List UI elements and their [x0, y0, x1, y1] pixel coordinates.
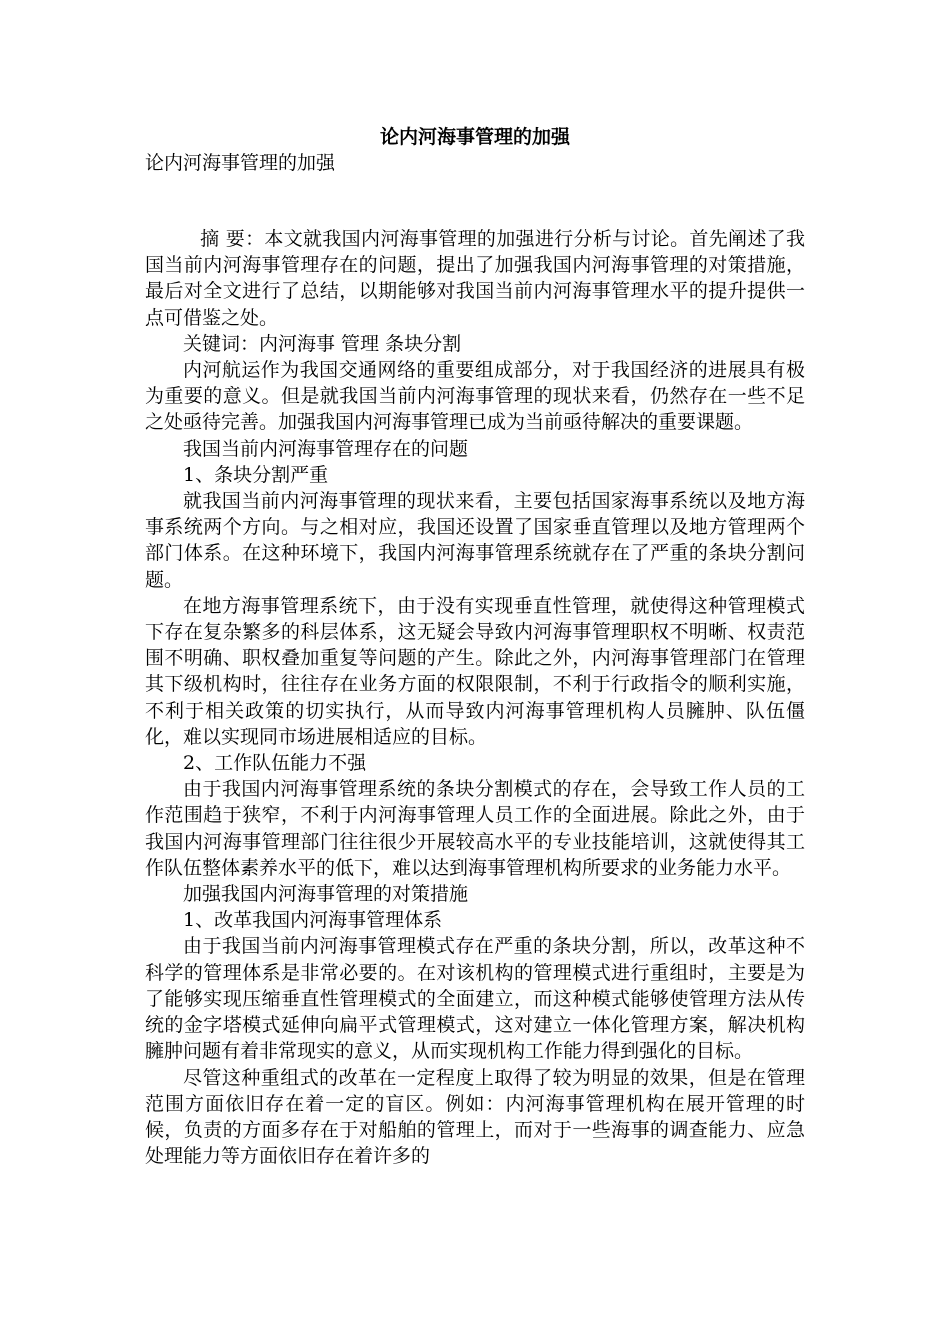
body-paragraph: 尽管这种重组式的改革在一定程度上取得了较为明显的效果，但是在管理范围方面依旧存在着一定的盲区。例如：内河海事管理机构在展开管理的时候，负责的方面多存在于对船舶的管理上，而对于一些海事的调查能力、应急处理能力等方面依旧存在着许多的 — [145, 1066, 805, 1168]
document-title: 论内河海事管理的加强 — [379, 126, 570, 148]
section-heading-measures: 加强我国内河海事管理的对策措施 — [183, 883, 469, 906]
keywords-line: 关键词：内河海事 管理 条块分割 — [183, 332, 462, 355]
intro-paragraph: 内河航运作为我国交通网络的重要组成部分，对于我国经济的进展具有极为重要的意义。但是就我国当前内河海事管理的现状来看，仍然存在一些不足之处亟待完善。加强我国内河海事管理已成为当前亟待解决的重要课题。 — [145, 359, 805, 434]
body-paragraph: 由于我国内河海事管理系统的条块分割模式的存在，会导致工作人员的工作范围趋于狭窄，不利于内河海事管理人员工作的全面进展。除此之外，由于我国内河海事管理部门往往很少开展较高水平的专业技能培训，这就使得其工作队伍整体素养水平的低下，难以达到海事管理机构所要求的业务能力水平。 — [145, 778, 805, 879]
section-heading-problems: 我国当前内河海事管理存在的问题 — [183, 437, 469, 460]
body-paragraph: 在地方海事管理系统下，由于没有实现垂直性管理，就使得这种管理模式下存在复杂繁多的科层体系，这无疑会导致内河海事管理职权不明晰、权责范围不明确、职权叠加重复等问题的产生。除此之外，内河海事管理部门在管理其下级机构时，往往存在业务方面的权限限制，不利于行政指令的顺利实施，不利于相关政策的切实执行，从而导致内河海事管理机构人员臃肿、队伍僵化，难以实现同市场进展相适应的目标。 — [145, 594, 805, 748]
document-body — [145, 200, 805, 1169]
body-paragraph: 由于我国当前内河海事管理模式存在严重的条块分割，所以，改革这种不科学的管理体系是非常必要的。在对该机构的管理模式进行重组时，主要是为了能够实现压缩垂直性管理模式的全面建立，而这种模式能够使管理方法从传统的金字塔模式延伸向扁平式管理模式，这对建立一体化管理方案，解决机构臃肿问题有着非常现实的意义，从而实现机构工作能力得到强化的目标。 — [145, 935, 805, 1063]
abstract-paragraph: 摘 要：本文就我国内河海事管理的加强进行分析与讨论。首先阐述了我国当前内河海事管理存在的问题，提出了加强我国内河海事管理的对策措施，最后对全文进行了总结，以期能够对我国当前内河海事管理水平的提升提供一点可借鉴之处。 — [145, 228, 805, 329]
subheading-fragmentation: 1、条块分割严重 — [183, 463, 329, 486]
document-subtitle: 论内河海事管理的加强 — [145, 152, 336, 174]
body-paragraph: 就我国当前内河海事管理的现状来看，主要包括国家海事系统以及地方海事系统两个方向。与之相对应，我国还设置了国家垂直管理以及地方管理两个部门体系。在这种环境下，我国内河海事管理系统就存在了严重的条块分割问题。 — [145, 490, 805, 591]
subheading-team-ability: 2、工作队伍能力不强 — [183, 752, 367, 775]
subheading-reform: 1、改革我国内河海事管理体系 — [183, 909, 443, 932]
